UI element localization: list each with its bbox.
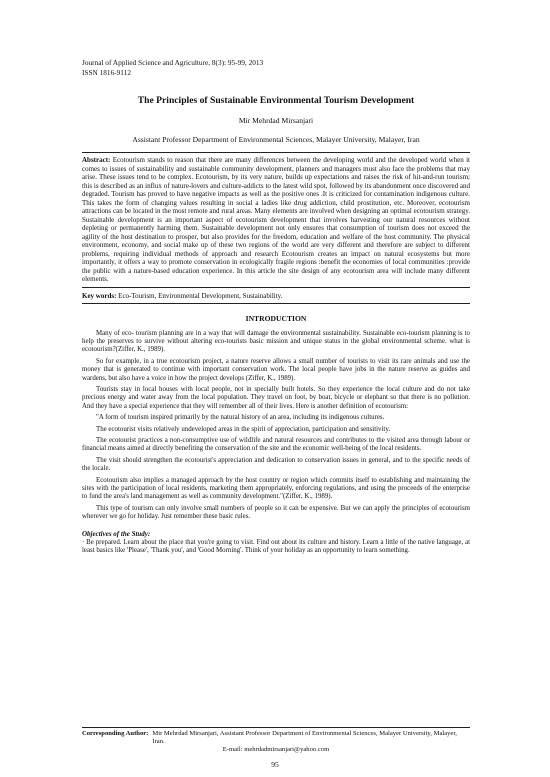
intro-paragraph: So for example, in a true ecotourism project, a nature reserve allows a small number of tourists to visit its rare animals and use the money that is generated to continue with important conservation work. The local people have jobs in the nature reserve as guides and wardens, but also have a voice in how the project develops (Ziffer, K., 1989). xyxy=(82,357,470,382)
author-email: E-mail: mehrdadmirsanjari@yahoo.com xyxy=(222,746,330,753)
intro-paragraph: Many of eco- tourism planning are in a way that will damage the environmental sustainability. Sustainable eco-tourism planning is to help the preserves to survive without altering eco-tourists basic mission and unique status in the global environmental scheme. what is ecotourism?(Ziffer, K., 1989). xyxy=(82,329,470,354)
intro-paragraph: The visit should strengthen the ecotourist's appreciation and dedication to conservation issues in general, and to the specific needs of the locale. xyxy=(82,456,470,473)
abstract-label: Abstract: xyxy=(82,156,111,164)
corresponding-author-text: Mir Mehrdad Mirsanjari, Assistant Professor Department of Environmental Sciences, Malayer University, Malayer, Iran. xyxy=(152,730,457,745)
paper-title: The Principles of Sustainable Environmental Tourism Development xyxy=(137,95,415,106)
objectives-heading: Objectives of the Study: xyxy=(82,529,151,538)
intro-paragraph: This type of tourism can only involve small numbers of people so it can be expensive. But we can apply the principles of ecotourism wherever we go for holiday. Just remember these basic rules. xyxy=(82,504,470,521)
page-number: 95 xyxy=(271,760,279,769)
section-heading-introduction: INTRODUCTION xyxy=(245,313,307,323)
keywords-text: Eco-Tourism, Environmental Development, Sustainability. xyxy=(116,291,283,300)
objectives-bullet: · Be prepared. Learn about the place that you're going to visit. Find out about its culture and history. Learn a little of the native language, at least basics like 'Please', 'Thank you', and 'Good Morning'. Think of your holiday as an opportunity to learn something. xyxy=(82,538,470,555)
journal-header xyxy=(82,58,470,77)
keywords-label: Key words: xyxy=(82,291,117,300)
corresponding-author-label: Corresponding Author: xyxy=(82,730,149,737)
abstract-text: Ecotourism stands to reason that there are many differences between the developing world and the developed world when it comes to issues of sustainability and sustainable community development, planners and managers must also face the problems that may arise. These issues tend to be complex. Ecotourism, by its very nature, builds up expectations and raises the risk of hit-and-run tourism; this is described as an influx of nature-lovers and culture-addicts to the latest wild spot, followed by its abandonment once discovered and degraded. Tourism has proved to have negative impacts as well as the positive ones .It is criticized for contamination indigenous culture. This takes the form of changing values resulting in social a ladies like drug addiction, child prostitution, etc. Moreover, ecotourism attractions can be located in the most remote and rural areas. Many elements are involved when designing an optimal ecotourism strategy. Sustainable development is an important aspect of ecotourism development that involves harvesting our natural resources without depleting or permanently harming them. Sustainable development not only ensures that consumption of tourism does not exceed the agility of the host destination to prosper, but also provides for the freedom, education and welfare of the host community. The physical environment, economy, and social make up of these two regions of the world are very different and therefore are subject to different problems, requiring individual methods of approach and research Ecotourism creates an impact on natural ecosystems but more importantly, it offers a way to promote conservation in ecologically fragile regions :benefit the economies of local communities :provide the public with a nature-based education experience. In this article the site design of any ecotourism area will include many different elements. xyxy=(82,156,470,283)
author-affiliation: Assistant Professor Department of Environmental Sciences, Malayer University, Malayer, Iran xyxy=(132,135,420,144)
abstract xyxy=(82,156,470,284)
issn: ISSN 1816-9112 xyxy=(82,67,131,77)
corresponding-author-footer xyxy=(82,727,470,754)
intro-paragraph: "A form of tourism inspired primarily by the natural history of an area, including its indigenous cultures. xyxy=(96,414,385,422)
keywords xyxy=(82,292,470,304)
introduction-body xyxy=(82,330,470,522)
abstract-block xyxy=(82,152,470,288)
author-name: Mir Mehrdad Mirsanjari xyxy=(238,116,314,125)
intro-paragraph: Ecotourism also implies a managed approach by the host country or region which commits itself to establishing and maintaining the sites with the participation of local residents, marketing them appropriately, enforcing regulations, and using the proceeds of the enterprise to fund the area's land management as well as community development."(Ziffer, K., 1989). xyxy=(82,476,470,501)
intro-paragraph: The ecotourist practices a non-consumptive use of wildlife and natural resources and contributes to the visited area through labour or financial means aimed at directly benefiting the conservation of the site and the economic well-being of the local residents. xyxy=(82,436,470,453)
intro-paragraph: The ecotourist visits relatively undeveloped areas in the spirit of appreciation, participation and sensitivity. xyxy=(96,425,391,433)
intro-paragraph: Tourists stay in local houses with local people, not in specially built hotels. So they experience the local culture and do not take precious energy and water away from the local population. They travel on foot, by boat, bicycle or elephant so that there is no pollution. And they have a special experience that they will remember all of their lives. Here is another definition of ecotourism: xyxy=(82,385,470,410)
paper-page xyxy=(82,58,470,555)
journal-citation: Journal of Applied Science and Agriculture, 8(3): 95-99, 2013 xyxy=(82,58,264,67)
